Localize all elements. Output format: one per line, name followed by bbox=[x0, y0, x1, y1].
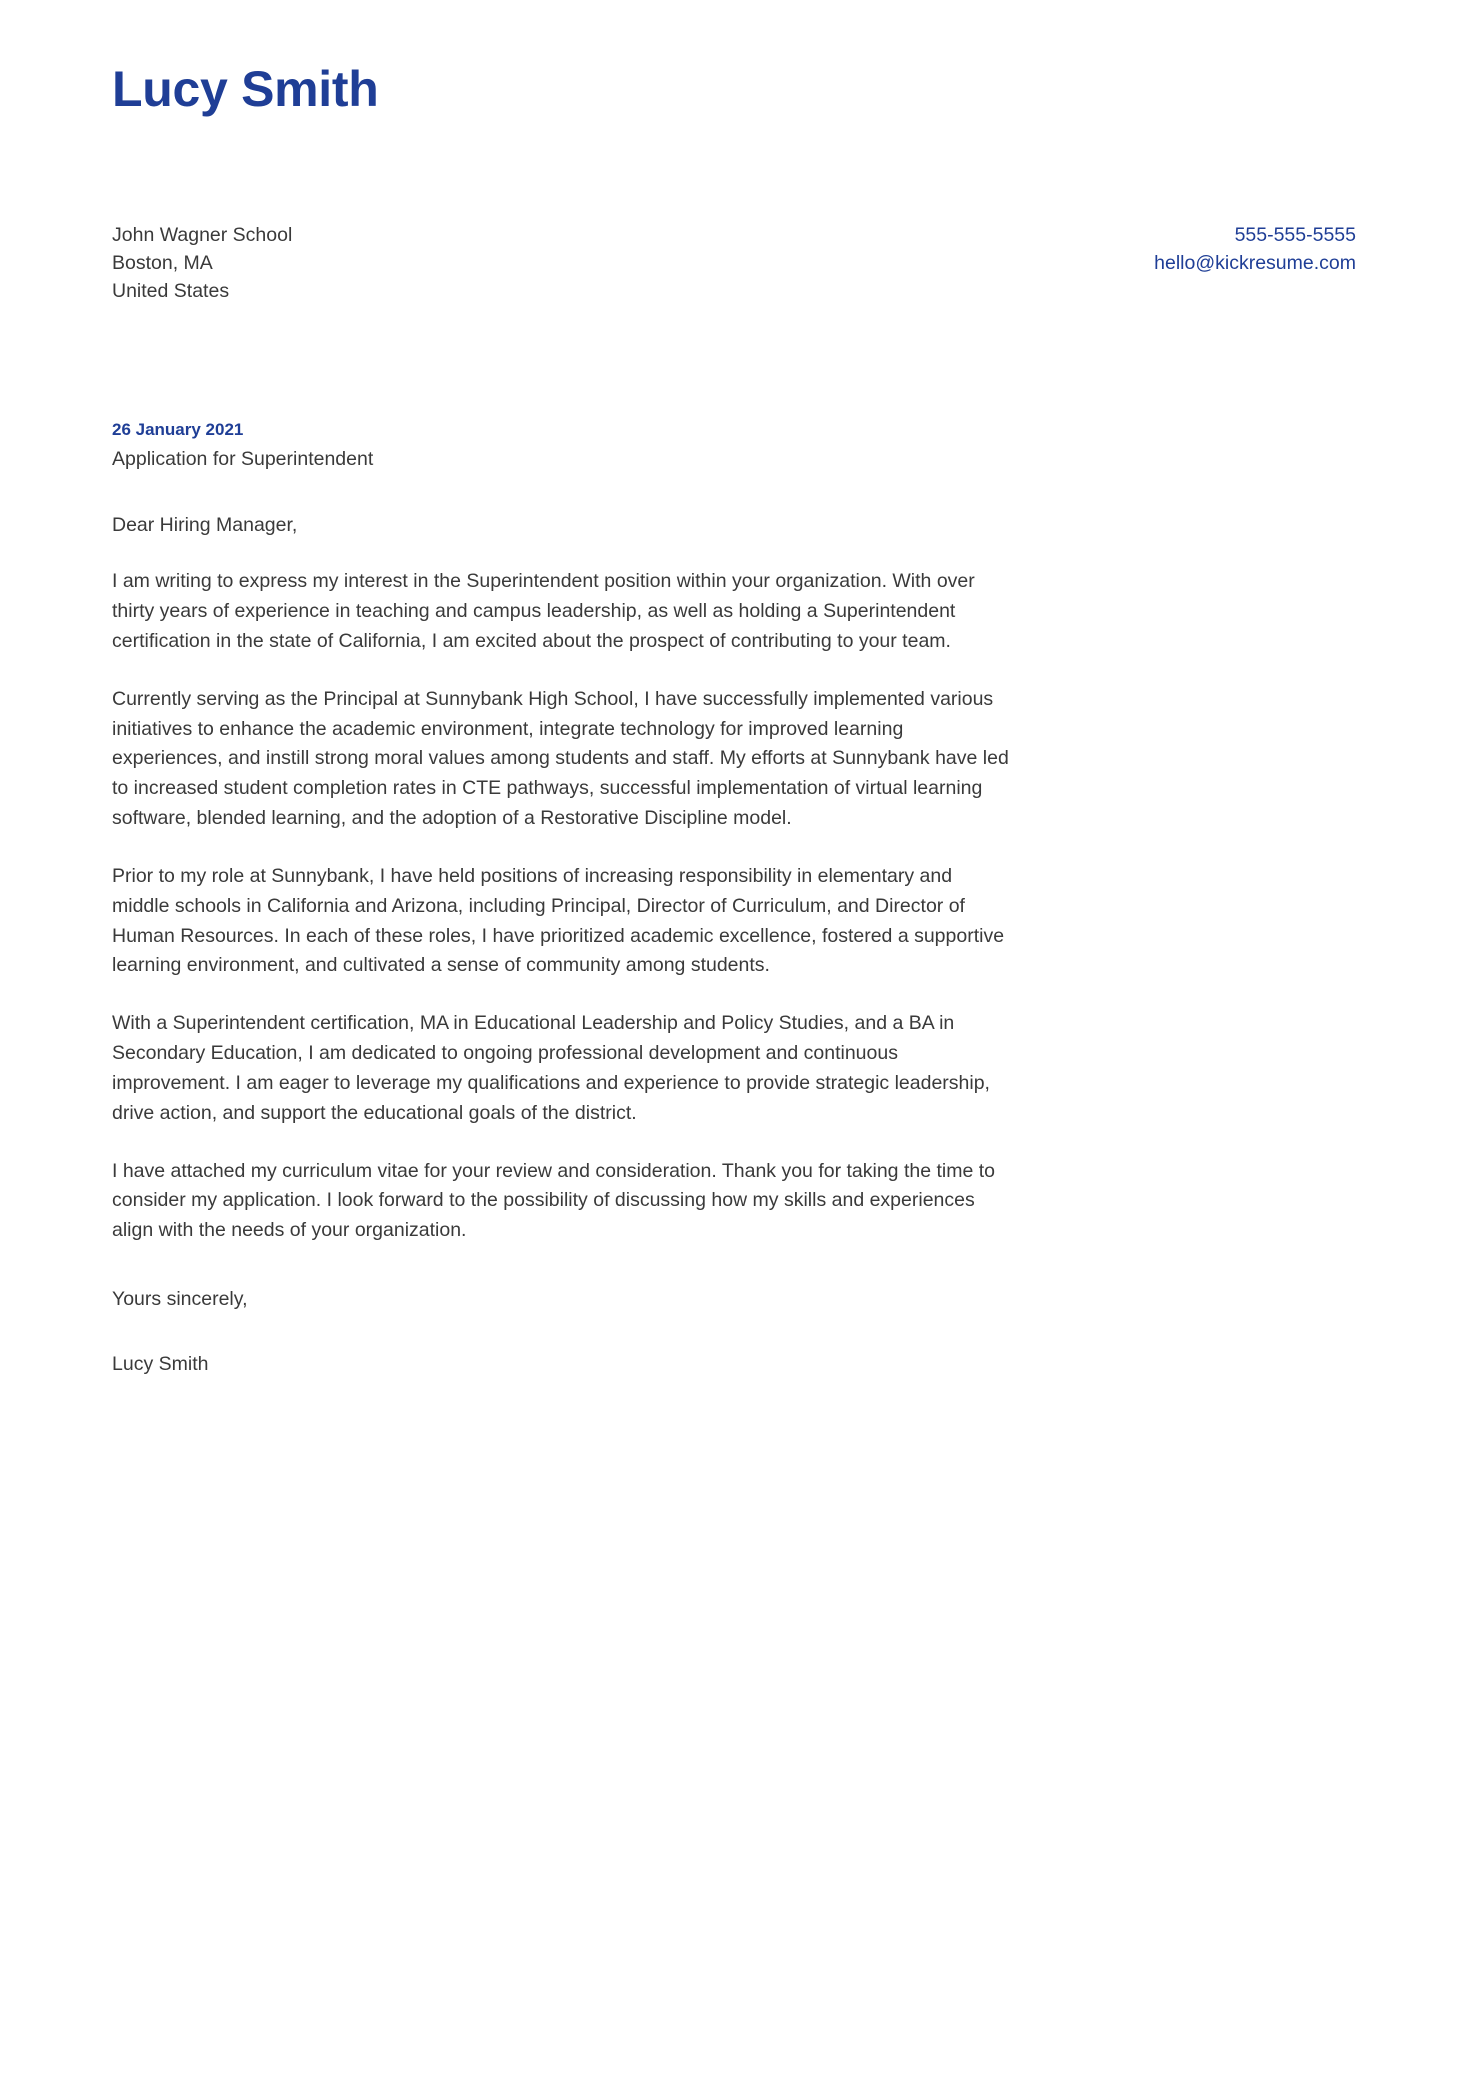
address-contact-row bbox=[0, 222, 1468, 306]
letter-date: 26 January 2021 bbox=[112, 419, 244, 439]
letter-closing: Yours sincerely, bbox=[112, 1288, 248, 1311]
recipient-organization: John Wagner School bbox=[112, 224, 293, 246]
letter-paragraph: Currently serving as the Principal at Sunnybank High School, I have successfully implemented various initiatives to enhance the academic environment, integrate technology for improved learning experiences, and instill strong moral values among students and staff. My efforts at Sunnybank have led to increased student completion rates in CTE pathways, successful implementation of virtual learning software, blended learning, and the adoption of a Restorative Discipline model. bbox=[112, 687, 1009, 830]
contact-email[interactable]: hello@kickresume.com bbox=[1154, 251, 1356, 274]
letter-header bbox=[0, 0, 1468, 117]
letter-paragraph: I have attached my curriculum vitae for your review and consideration. Thank you for taking the time to consider my application. I look forward to the possibility of discussing how my skills and experiences align with the needs of your organization. bbox=[112, 1159, 995, 1242]
letter-body bbox=[0, 419, 1468, 1379]
letter-paragraph: Prior to my role at Sunnybank, I have held positions of increasing responsibility in elementary and middle schools in California and Arizona, including Principal, Director of Curriculum, and Director of Human Resources. In each of these roles, I have prioritized academic excellence, fostered a supportive learning environment, and cultivated a sense of community among students. bbox=[112, 864, 1005, 977]
letter-subject: Application for Superintendent bbox=[112, 447, 374, 470]
recipient-city-state: Boston, MA bbox=[112, 251, 213, 274]
letter-signature: Lucy Smith bbox=[112, 1353, 209, 1376]
contact-phone[interactable]: 555-555-5555 bbox=[1234, 224, 1356, 246]
sender-contact-block bbox=[1154, 222, 1356, 278]
recipient-country: United States bbox=[112, 279, 230, 302]
letter-paragraph: I am writing to express my interest in the Superintendent position within your organization. With over thirty years of experience in teaching and campus leadership, as well as holding a Superintendent certification in the state of California, I am excited about the prospect of contributing to your team. bbox=[112, 570, 975, 652]
page-title: Lucy Smith bbox=[112, 61, 379, 117]
letter-salutation: Dear Hiring Manager, bbox=[112, 514, 298, 537]
recipient-address-block bbox=[112, 222, 292, 306]
letter-paragraph: With a Superintendent certification, MA in Educational Leadership and Policy Studies, and a BA in Secondary Education, I am dedicated to ongoing professional development and continuous improvement. I am eager to leverage my qualifications and experience to provide strategic leadership, drive action, and support the educational goals of the district. bbox=[112, 1012, 990, 1124]
